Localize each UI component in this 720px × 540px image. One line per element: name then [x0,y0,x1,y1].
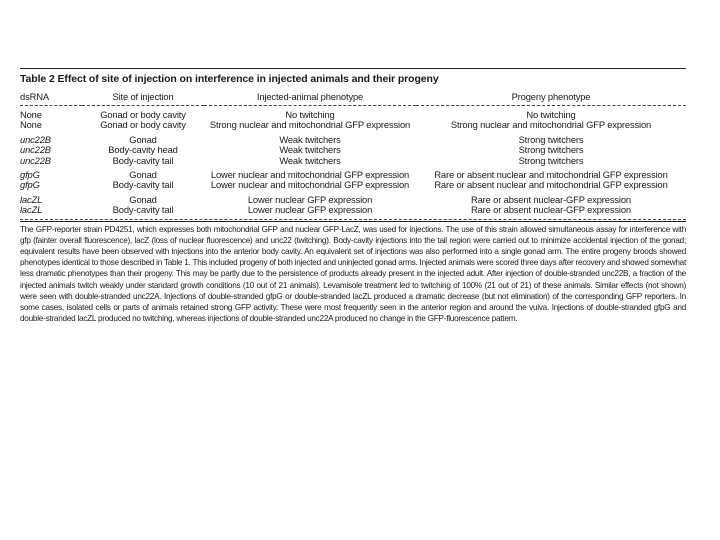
progeny-cell: Rare or absent nuclear and mitochondrial GFP expression [434,179,668,191]
site-cell: Gonad [129,169,157,181]
injected-cell: Lower nuclear GFP expression [247,193,373,205]
progeny-cell: Strong twitchers [518,144,584,156]
table-row [20,166,686,180]
injected-cell: Lower nuclear and mitochondrial GFP expression [210,179,410,191]
injected-cell: Weak twitchers [279,144,341,156]
injected-cell: Lower nuclear and mitochondrial GFP expression [210,169,410,181]
injected-cell: Weak twitchers [279,154,341,166]
site-cell: Body-cavity head [108,144,178,156]
progeny-cell: No twitching [526,109,576,120]
table-row [20,191,686,205]
site-cell: Gonad or body cavity [100,109,186,120]
header-injected: Injected-animal phenotype [204,89,416,106]
table-figure [20,68,686,324]
site-cell: Gonad [129,133,157,145]
site-cell: Gonad [129,193,157,205]
dsrna-cell: gfpG [20,179,40,191]
progeny-cell: Strong twitchers [518,154,584,166]
dsrna-cell: gfpG [20,169,40,181]
table-row [20,131,686,145]
table-footnote: The GFP-reporter strain PD4251, which expresses both mitochondrial GFP and nuclear GFP-LacZ, was used for injections. The use of this strain allowed simultaneous assay for interference with gfp (fainter overall fluorescence), lacZ (loss of nuclear fluorescence) and unc22 (twitching). Body-cavity injections into the tail region were carried out to minimize accidental injection of the gonad; equivalent results have been observed with injections into the anterior body cavity. An equivalent set of injections was also performed into a single gonad arm. The entire progeny broods showed phenotypes identical to those described in Table 1. This included progeny of both injected and uninjected gonad arms. Injected animals were scored three days after recovery and showed somewhat less dramatic phenotypes than their progeny. This may be partly due to the persistence of products already present in the injected adult. After injection of double-stranded unc22B, a fraction of the injected animals twitch weakly under standard growth conditions (10 out of 21 animals). Levamisole treatment led to twitching of 100% (21 out of 21) of these animals. Similar effects (not shown) were seen with double-stranded unc22A. Injections of double-stranded gfpG or double-stranded lacZL produced a dramatic decrease (but not elimination) of the corresponding GFP reporters. In some cases, isolated cells or parts of animals retained strong GFP activity. These were most frequently seen in the anterior region and around the vulva. Injections of double-stranded gfpG and double-stranded lacZL produced no twitching, whereas injections of double-stranded unc22A produced no change in the GFP-fluorescence pattern. [20,221,686,325]
dsrna-cell: unc22B [20,154,51,166]
progeny-cell: Rare or absent nuclear and mitochondrial GFP expression [434,169,668,181]
injected-cell: Lower nuclear GFP expression [247,204,373,216]
site-cell: Body-cavity tail [112,179,174,191]
progeny-cell: Rare or absent nuclear-GFP expression [471,193,631,205]
table-title: Table 2 Effect of site of injection on interference in injected animals and their progeny [20,68,686,89]
progeny-cell: Rare or absent nuclear-GFP expression [471,204,631,216]
site-cell: Body-cavity tail [112,154,174,166]
dsrna-cell: None [20,119,42,131]
header-progeny: Progeny phenotype [416,89,686,106]
site-cell: Gonad or body cavity [100,119,186,131]
table-body [20,106,686,219]
table-row [20,180,686,190]
dsrna-cell: lacZL [20,204,43,216]
table-bottom-rule [20,219,686,220]
injected-cell: Strong nuclear and mitochondrial GFP expression [209,119,411,131]
progeny-cell: Strong nuclear and mitochondrial GFP expression [450,119,652,131]
header-row [20,89,686,106]
injection-table [20,89,686,219]
dsrna-cell: unc22B [20,144,51,156]
table-row [20,205,686,218]
injected-cell: Weak twitchers [279,133,341,145]
table-row [20,120,686,130]
dsrna-cell: lacZL [20,193,43,205]
header-site: Site of injection [82,89,204,106]
dsrna-cell: None [20,109,42,120]
table-row [20,156,686,166]
progeny-cell: Strong twitchers [518,133,584,145]
table-row [20,106,686,121]
site-cell: Body-cavity tail [112,204,174,216]
header-dsrna: dsRNA [20,89,82,106]
dsrna-cell: unc22B [20,133,51,145]
injected-cell: No twitching [285,109,335,120]
